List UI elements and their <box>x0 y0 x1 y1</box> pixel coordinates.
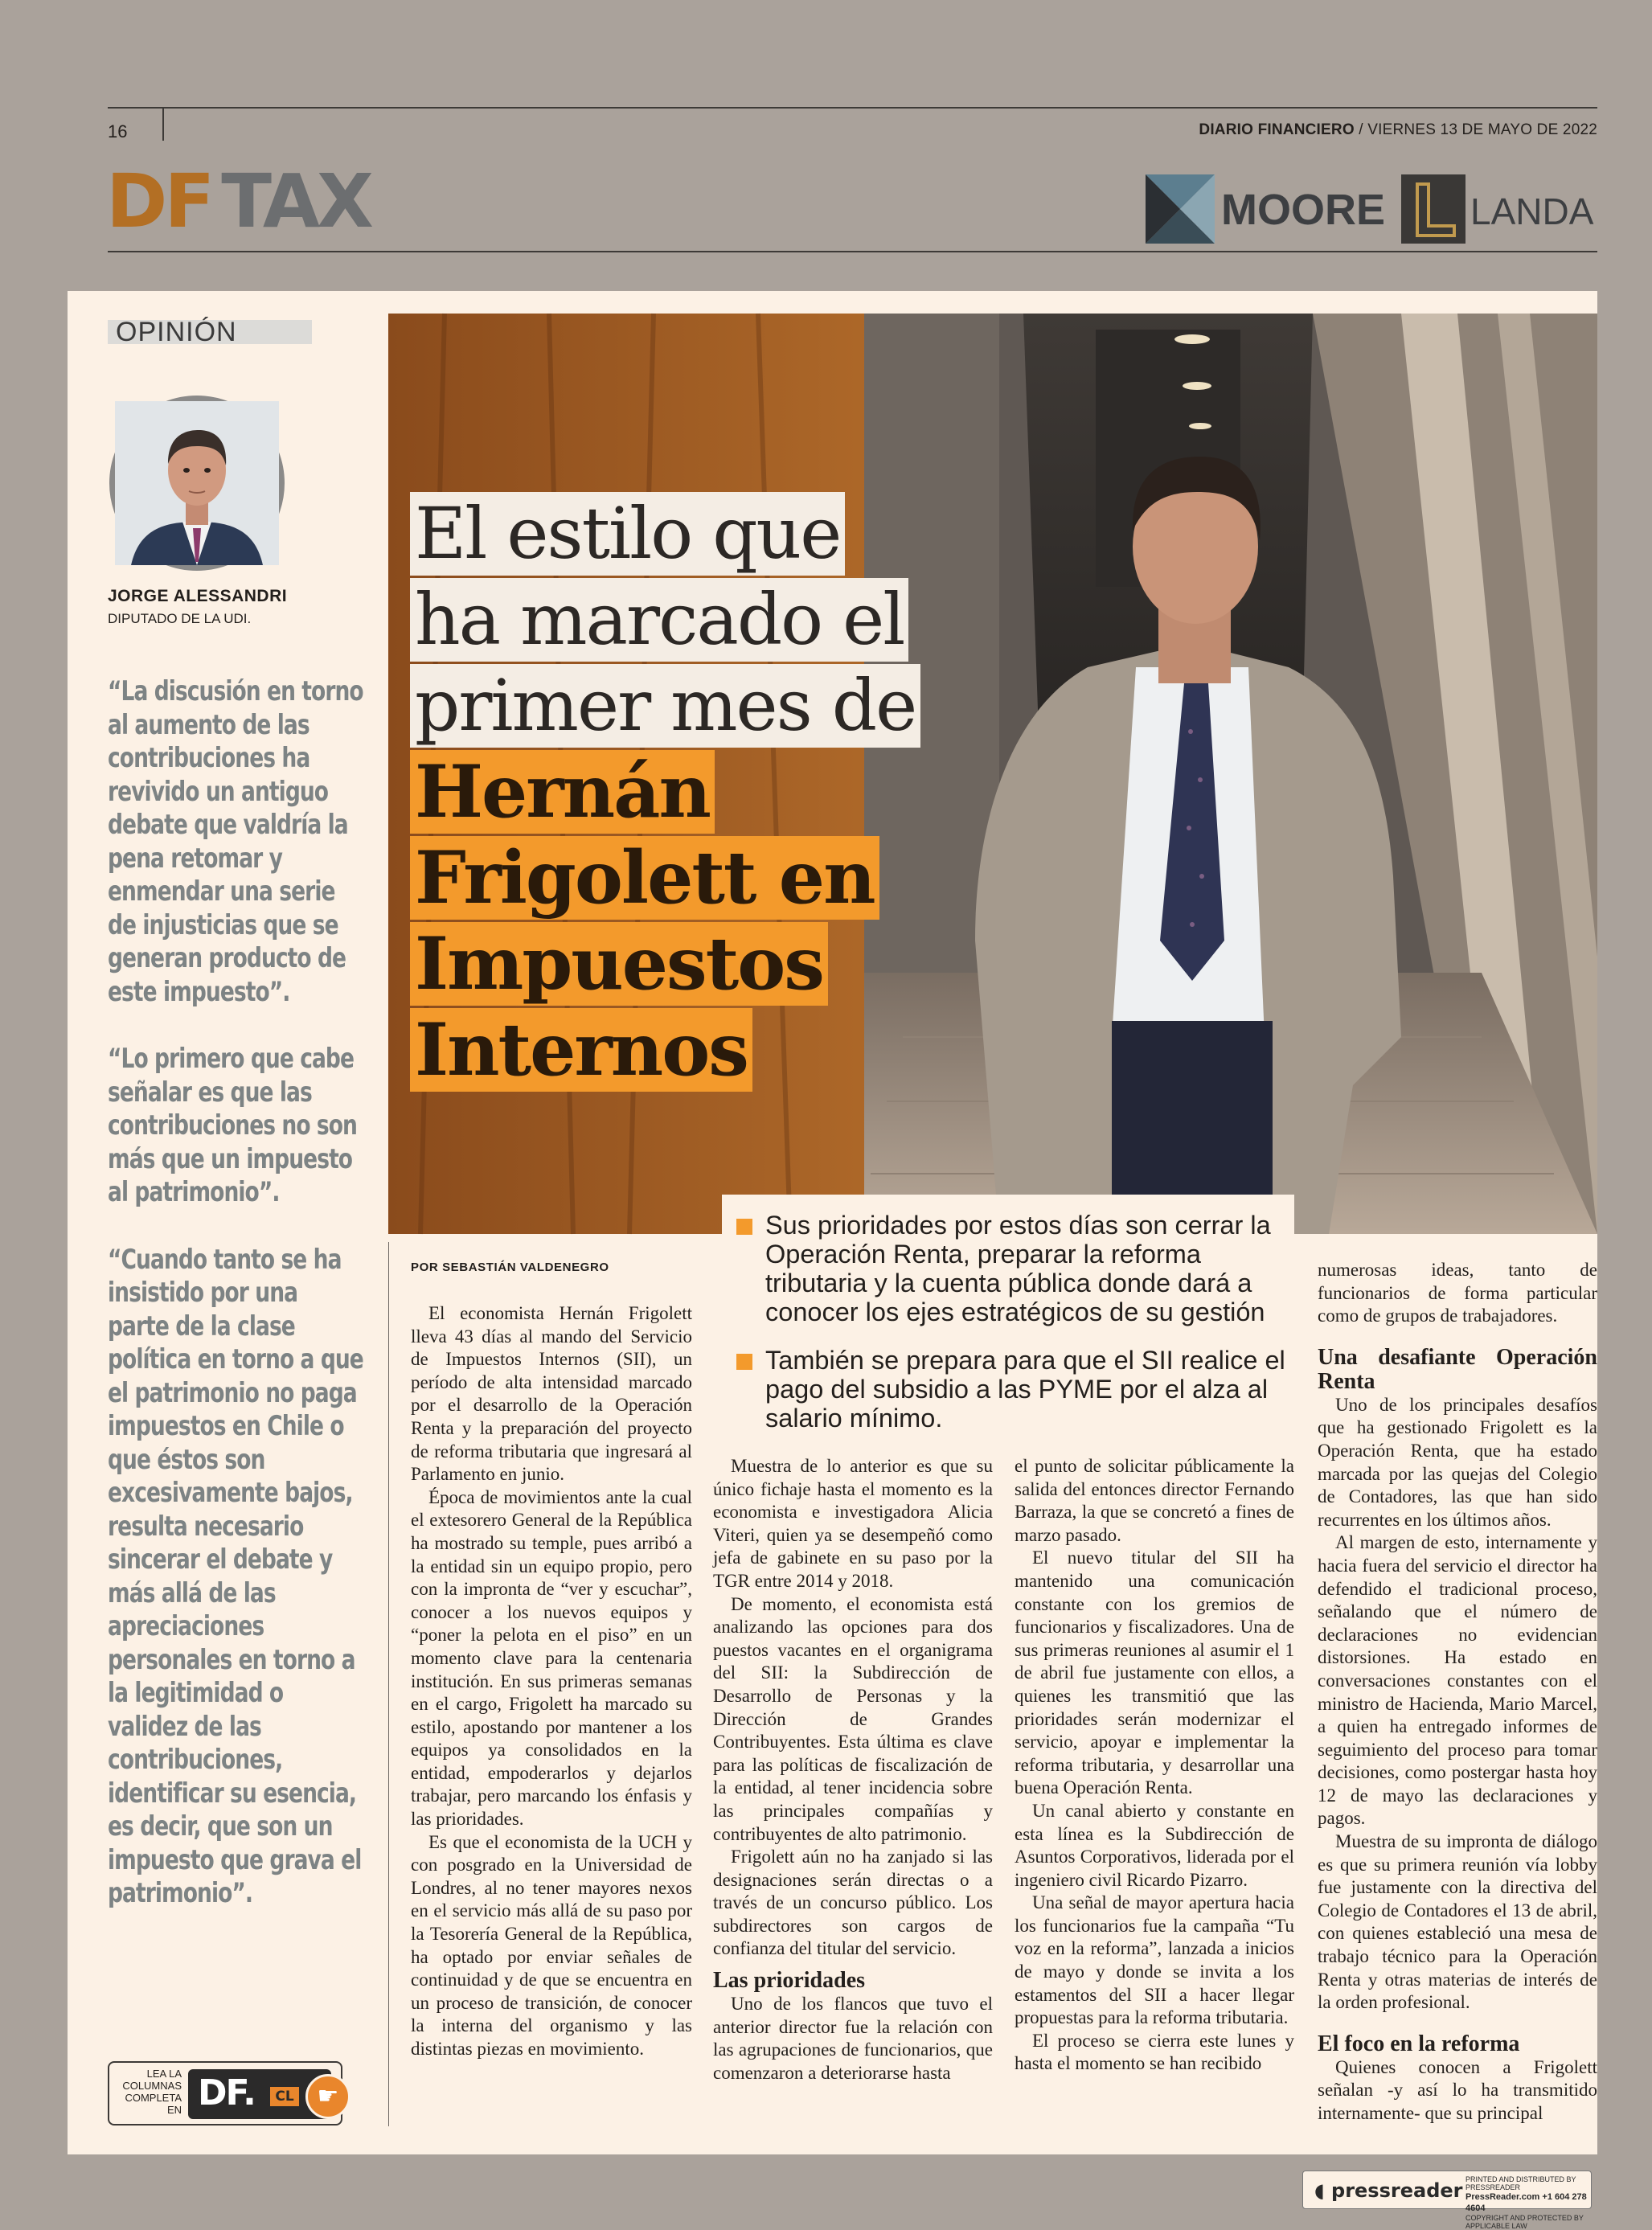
pull-quote: “La discusión en torno al aumento de las contribuciones ha revivido un antiguo debate que valdría la pena retomar y enmendar una serie de injusticias que se generan producto de este impuesto”. <box>108 675 363 1008</box>
page-number-separator <box>162 107 164 141</box>
sponsor-landa: LANDA <box>1470 191 1594 232</box>
page-number: 16 <box>108 121 128 141</box>
opinion-label: OPINIÓN <box>108 320 312 344</box>
sponsor-logos <box>1146 173 1597 245</box>
pressreader-notice <box>1465 2175 1591 2230</box>
headline-line-bold: Internos <box>410 1008 752 1092</box>
headline-line: El estilo que <box>410 492 845 576</box>
pressreader-contact: PressReader.com +1 604 278 4604 <box>1465 2192 1587 2213</box>
article-column-4 <box>1318 1259 1597 2125</box>
orange-square-icon <box>736 1219 752 1235</box>
publication-name: DIARIO FINANCIERO <box>1199 121 1355 138</box>
pull-quote: “Cuando tanto se ha insistido por una parte de la clase política en torno a que el patrimonio no paga impuestos en Chile o que éstos son excesivamente bajos, resulta necesario sincerar el debate y más allá de las apreciaciones personales en torno a la legitimidad o validez de las contribuciones, identificar su esencia, es decir, que son un impuesto que grava el patrimonio”. <box>108 1243 363 1909</box>
pressreader-wordmark: pressreader <box>1331 2179 1463 2202</box>
paragraph: Es que el economista de la UCH y con posgrado en la Universidad de Londres, al no tener mayores nexos en el servicio más allá de su paso por la Tesorería General de la República, ha optado por enviar señales de continuidad y de que se encuentra en un proceso de transición, de conocer la interna del organismo y las distintas piezas en movimiento. <box>411 1831 692 2059</box>
headline <box>410 492 920 1094</box>
paragraph: De momento, el economista está analizando las opciones para dos puestos vacantes en el organigrama del SII: la Subdirección de Desarrollo de Personas y la Dirección de Grandes Contribuyentes. Esta última es clave para las políticas de fiscalización de la entidad, al tener incidencia sobre las principales compañías y contribuyentes de alto patrimonio. <box>713 1593 993 1844</box>
paragraph: Frigolett aún no ha zanjado si las designaciones serán directas o a través de un concurso público. Los subdirectores son cargos de confianza del titular del servicio. <box>713 1847 993 1959</box>
paragraph: El proceso se cierra este lunes y hasta el momento se han recibido <box>1015 2030 1294 2074</box>
paragraph: Época de movimientos ante la cual el extesorero General de la República ha mostrado su temple, pues arribó a la entidad sin un equipo propio, pero con la impronta de “ver y escuchar”, conocer a los nuevos equipos y “poner la pelota en el piso” en un momento clave para la centenaria institución. En sus primeras semanas en el cargo, Frigolett ha marcado su estilo, apostando por mantener a los equipos ya consolidados en la entidad, empoderarlos y dejarlos trabajar, pero marcando los énfasis y las prioridades. <box>411 1486 692 1830</box>
promo-cl: CL <box>270 2087 299 2106</box>
paragraph: numerosas ideas, tanto de funcionarios de forma particular como de grupos de trabajadores. <box>1318 1260 1597 1326</box>
paragraph: Muestra de su impronta de diálogo es que su primera reunión vía lobby fue justamente con la directiva del Colegio de Contadores el 13 de abril, con quienes estableció una mesa de trabajo técnico para la Operación Renta y otras materias de interés de la orden profesional. <box>1318 1831 1597 2013</box>
paragraph: Al margen de esto, internamente y hacia fuera del servicio el director ha defendido el tradicional proceso, señalando que el número de declaraciones no evidencian distorsiones. Ha estado en conversaciones constantes con el ministro de Hacienda, Mario Marcel, a quien ha entregado informes de seguimiento del proceso para tomar decisiones, como postergar hasta hoy 12 de mayo las declaraciones y pagos. <box>1318 1532 1597 1829</box>
pull-quotes <box>108 675 365 1945</box>
dateline <box>1199 121 1597 139</box>
paragraph: Un canal abierto y constante en esta línea es la Subdirección de Asuntos Corporativos, liderada por el ingeniero civil Ricardo Pizarro. <box>1015 1800 1294 1890</box>
subheading: Las prioridades <box>713 1968 866 1994</box>
headline-line-bold: Frigolett en <box>410 836 879 920</box>
byline: POR SEBASTIÁN VALDENEGRO <box>411 1261 609 1274</box>
issue-date: / VIERNES 13 DE MAYO DE 2022 <box>1359 121 1597 138</box>
paragraph: Muestra de lo anterior es que su único fichaje hasta el momento es la economista e investigadora Alicia Viteri, quien ya se desempeñó como jefa de gabinete en su paso por la TGR entre 2014 y 2018. <box>713 1456 993 1591</box>
author-photo <box>109 396 285 571</box>
printed-by: PRINTED AND DISTRIBUTED BY PRESSREADER <box>1465 2175 1576 2191</box>
section-logo <box>106 158 371 244</box>
article-column-3 <box>1015 1455 1294 2076</box>
pull-quote: “Lo primero que cabe señalar es que las contribuciones no son más que un impuesto al patrimonio”. <box>108 1043 358 1208</box>
promo-brand: DF. <box>198 2072 255 2113</box>
copyright: COPYRIGHT AND PROTECTED BY APPLICABLE LAW <box>1465 2214 1584 2230</box>
paragraph: El economista Hernán Frigolett lleva 43 días al mando del Servicio de Impuestos Internos (SII), un período de alta intensidad marcado por el desarrollo de la Operación Renta y la preparación del proyecto de reforma tributaria que ingresará al Parlamento en junio. <box>411 1303 692 1485</box>
header-bottom-rule <box>108 251 1597 252</box>
pressreader-icon: ◖ <box>1314 2179 1325 2202</box>
paragraph: El nuevo titular del SII ha mantenido una comunicación constante con los gremios de funcionarios y fiscalizadores. Una de sus primeras reuniones al asumir el 1 de abril fue justamente con ellos, a quienes les transmitió que las prioridades serán modernizar el servicio, apoyar e implementar la reforma tributaria, y desarrollar una buena Operación Renta. <box>1015 1547 1294 1798</box>
highlight-item <box>736 1211 1294 1326</box>
paragraph: Quienes conocen a Frigolett señalan -y así lo ha transmitido internamente- que su principal <box>1318 2056 1597 2123</box>
section-logo-df: DF <box>106 158 212 244</box>
promo-text: LEA LA COLUMNAS COMPLETA EN <box>122 2068 182 2116</box>
headline-line-bold: Hernán <box>410 750 715 834</box>
highlight-text: Sus prioridades por estos días son cerrar la Operación Renta, preparar la reforma tributaria y la cuenta pública donde dará a conocer los ejes estratégicos de su gestión <box>765 1211 1271 1326</box>
paragraph: Uno de los flancos que tuvo el anterior director fue la relación con las agrupaciones de funcionarios, que comenzaron a deteriorarse hasta <box>713 1994 993 2083</box>
pressreader-logo <box>1314 2179 1462 2202</box>
highlight-item <box>736 1346 1294 1433</box>
section-logo-tax: TAX <box>221 158 371 244</box>
headline-line-bold: Impuestos <box>410 922 828 1006</box>
orange-square-icon <box>736 1354 752 1370</box>
paragraph: Uno de los principales desafíos que ha gestionado Frigolett es la Operación Renta, que ha estado marcada por las quejas del Colegio de Contadores, las que han sido recurrentes en los últimos años. <box>1318 1394 1597 1530</box>
column-divider <box>388 1242 389 2126</box>
paragraph: el punto de solicitar públicamente la salida del entonces director Fernando Barraza, la que se concretó a fines de marzo pasado. <box>1015 1456 1294 1545</box>
subheading: Una desafiante Operación Renta <box>1318 1344 1597 1394</box>
highlight-text: También se prepara para que el SII realice el pago del subsidio a las PYME por el alza al salario mínimo. <box>765 1346 1285 1433</box>
headline-line: ha marcado el <box>410 578 908 662</box>
article-highlights <box>722 1195 1294 1460</box>
article-column-1 <box>411 1302 692 2061</box>
article-column-2 <box>713 1455 993 2084</box>
author-role: DIPUTADO DE LA UDI. <box>108 611 252 626</box>
paragraph: Una señal de mayor apertura hacia los funcionarios fue la campaña “Tu voz en la reforma”, lanzada a inicios de mayo y donde se invita a los estamentos del SII a hacer llegar propuestas para la reforma tributaria. <box>1015 1892 1294 2028</box>
sponsor-moore: MOORE <box>1221 186 1386 234</box>
pressreader-badge[interactable] <box>1302 2171 1592 2230</box>
header-top-rule <box>108 107 1597 109</box>
read-more-promo[interactable] <box>108 2061 342 2125</box>
hand-pointer-icon: ☛ <box>305 2074 350 2119</box>
author-name: JORGE ALESSANDRI <box>108 587 288 605</box>
subheading: El foco en la reforma <box>1318 2031 1520 2056</box>
headline-line: primer mes de <box>410 664 920 748</box>
